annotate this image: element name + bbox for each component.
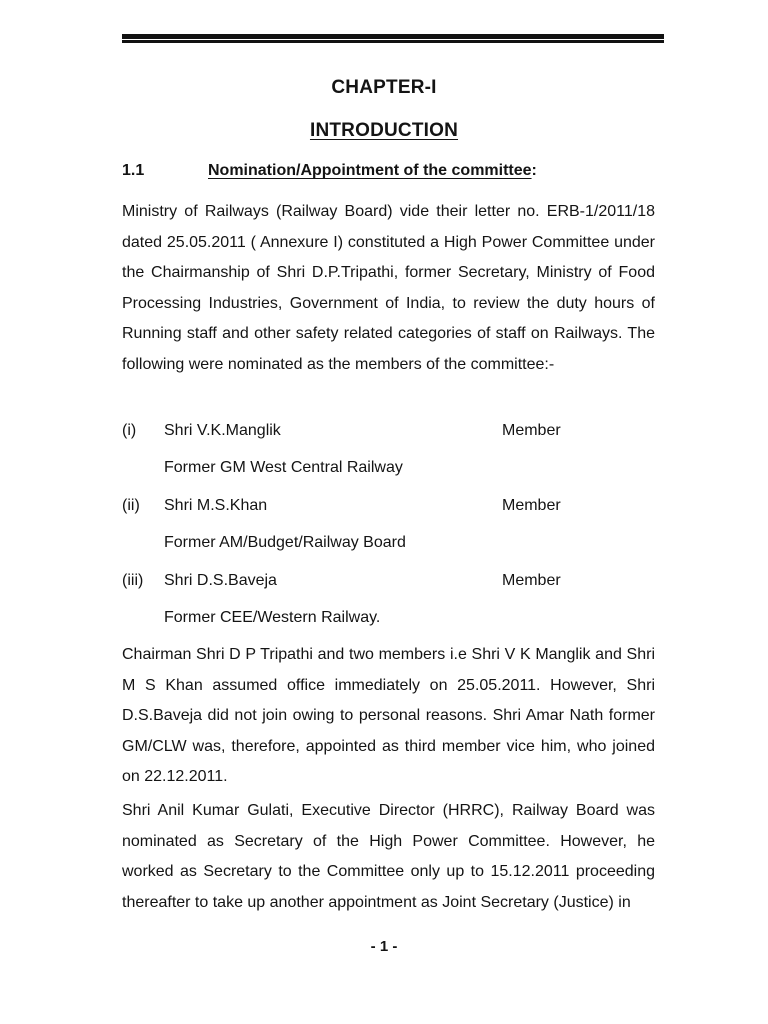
section-heading-colon: : — [531, 162, 537, 179]
paragraph-3: Shri Anil Kumar Gulati, Executive Director (HRRC), Railway Board was nominated as Secretary of the High Power Committee. However, he worked as Secretary to the Committee only up to 15.12.2011 proceeding thereafter to take up another appointment as Joint Secretary (Justice) in — [122, 802, 655, 911]
member-role: Member — [502, 497, 561, 514]
member-description: Former CEE/Western Railway. — [164, 609, 381, 626]
member-description: Former AM/Budget/Railway Board — [164, 534, 406, 551]
member-name: Shri D.S.Baveja — [164, 572, 277, 589]
member-name: Shri M.S.Khan — [164, 497, 268, 514]
section-number: 1.1 — [122, 162, 145, 179]
introduction-heading: INTRODUCTION — [309, 120, 459, 141]
member-number: (i) — [122, 422, 137, 439]
member-number: (iii) — [122, 572, 144, 589]
section-heading — [208, 162, 537, 180]
top-rule-thin — [122, 40, 664, 43]
member-name: Shri V.K.Manglik — [164, 422, 281, 439]
member-role: Member — [502, 572, 561, 589]
paragraph-2: Chairman Shri D P Tripathi and two members i.e Shri V K Manglik and Shri M S Khan assumed office immediately on 25.05.2011. However, Shri D.S.Baveja did not join owing to personal reasons. Shri Amar Nath former GM/CLW was, therefore, appointed as third member vice him, who joined on 22.12.2011. — [122, 646, 655, 785]
member-role: Member — [502, 422, 561, 439]
section-heading-text: Nomination/Appointment of the committee — [208, 162, 532, 179]
paragraph-1: Ministry of Railways (Railway Board) vide their letter no. ERB-1/2011/18 dated 25.05.2011 ( Annexure I) constituted a High Power Committee under the Chairmanship of Shri D.P.Tripathi, former Secretary, Ministry of Food Processing Industries, Government of India, to review the duty hours of Running staff and other safety related categories of staff on Railways. The following were nominated as the members of the committee:- — [122, 203, 655, 373]
member-description: Former GM West Central Railway — [164, 459, 403, 476]
page-number: - 1 - — [370, 938, 398, 955]
member-number: (ii) — [122, 497, 140, 514]
chapter-title: CHAPTER-I — [331, 77, 437, 98]
top-rule-thick — [122, 34, 664, 39]
